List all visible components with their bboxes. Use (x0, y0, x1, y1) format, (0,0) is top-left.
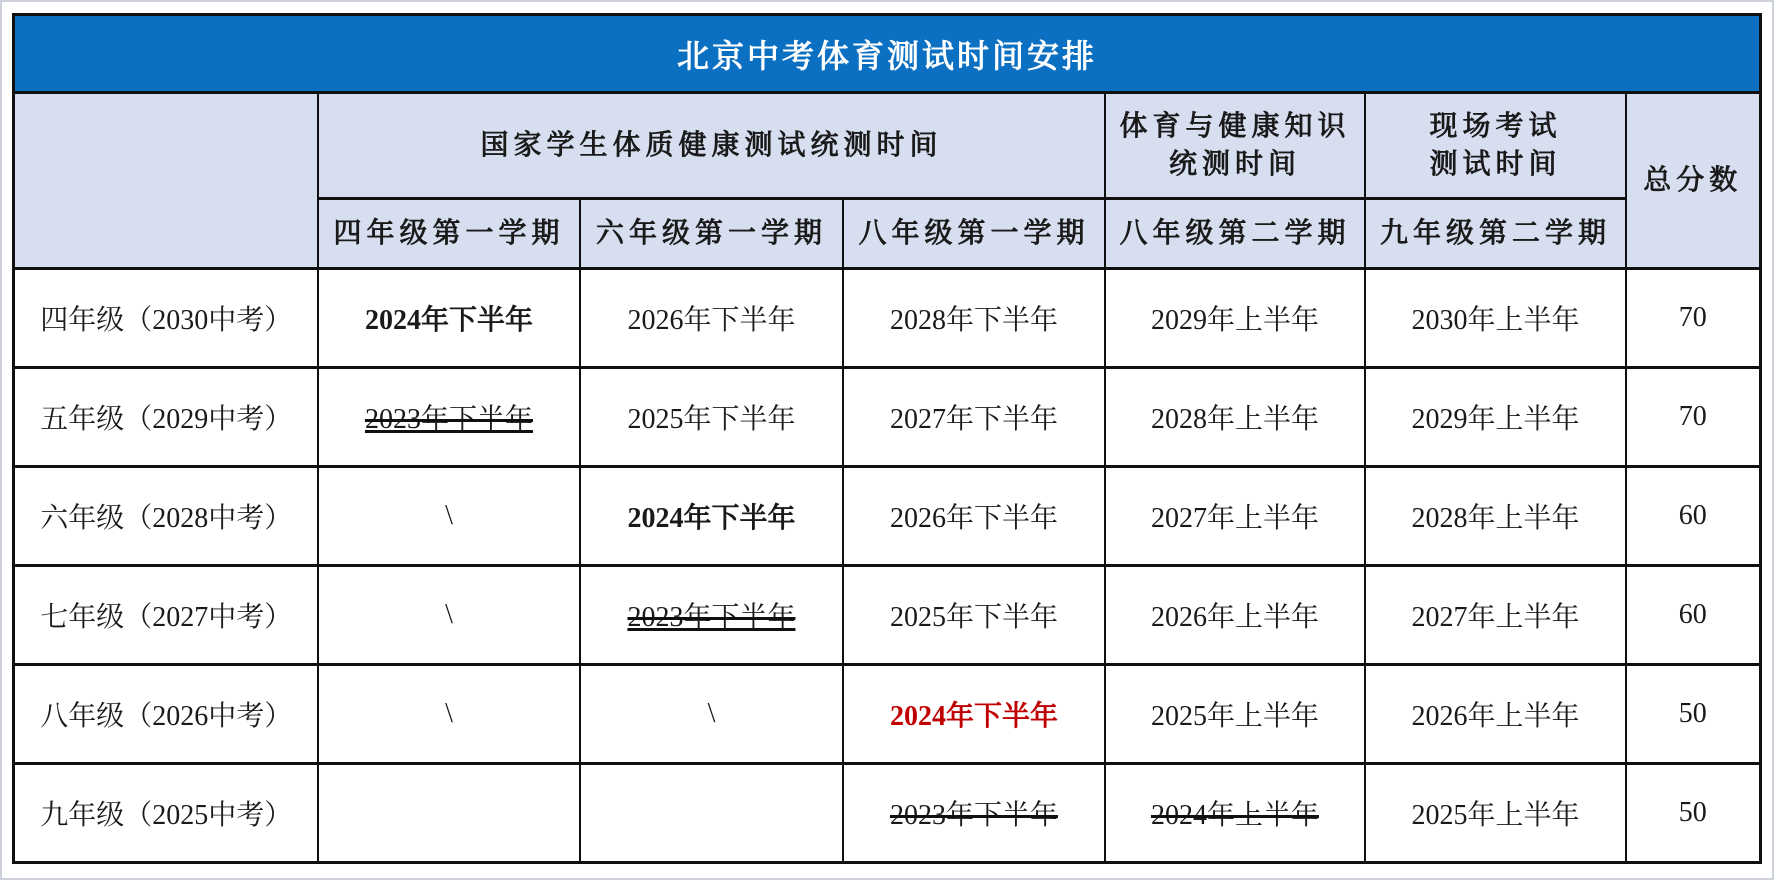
header-knowledge-test (1105, 93, 1365, 199)
grade-label-cell: 六年级（2028中考） (14, 467, 318, 566)
header-knowledge-test-line2: 统测时间 (1168, 148, 1301, 180)
date-cell-struck: 2023年下半年 (843, 764, 1105, 863)
date-cell: 2030年上半年 (1365, 269, 1626, 368)
date-cell: 2028年下半年 (843, 269, 1105, 368)
grade-label-cell: 五年级（2029中考） (14, 368, 318, 467)
date-cell: 2029年上半年 (1365, 368, 1626, 467)
score-cell: 50 (1626, 764, 1760, 863)
table-row (14, 566, 1760, 665)
score-cell: 70 (1626, 368, 1760, 467)
date-cell: 2026年下半年 (843, 467, 1105, 566)
empty-cell (580, 764, 843, 863)
date-cell-struck: 2023年下半年 (318, 368, 580, 467)
na-cell: \ (318, 665, 580, 764)
score-cell: 50 (1626, 665, 1760, 764)
subheader-grade8-term2: 八年级第二学期 (1105, 199, 1365, 269)
header-total-score: 总分数 (1626, 93, 1760, 269)
grade-label-cell: 八年级（2026中考） (14, 665, 318, 764)
date-cell: 2026年上半年 (1365, 665, 1626, 764)
header-onsite-exam-line2: 测试时间 (1429, 148, 1562, 180)
header-knowledge-test-line1: 体育与健康知识 (1119, 110, 1351, 142)
date-cell: 2027年上半年 (1105, 467, 1365, 566)
date-cell: 2027年下半年 (843, 368, 1105, 467)
header-corner-empty (14, 93, 318, 269)
grade-label-cell: 七年级（2027中考） (14, 566, 318, 665)
date-cell: 2028年上半年 (1365, 467, 1626, 566)
date-cell: 2024年下半年 (318, 269, 580, 368)
date-cell: 2029年上半年 (1105, 269, 1365, 368)
subheader-grade6-term1: 六年级第一学期 (580, 199, 843, 269)
date-cell: 2026年上半年 (1105, 566, 1365, 665)
table-row (14, 368, 1760, 467)
header-row-groups (14, 93, 1760, 199)
header-national-fitness-test: 国家学生体质健康测试统测时间 (318, 93, 1105, 199)
date-cell: 2025年上半年 (1365, 764, 1626, 863)
date-cell: 2027年上半年 (1365, 566, 1626, 665)
header-onsite-exam (1365, 93, 1626, 199)
table-row (14, 764, 1760, 863)
na-cell: \ (318, 566, 580, 665)
na-cell: \ (580, 665, 843, 764)
table-row (14, 269, 1760, 368)
date-cell-highlighted: 2024年下半年 (843, 665, 1105, 764)
date-cell: 2025年下半年 (843, 566, 1105, 665)
date-cell: 2024年下半年 (580, 467, 843, 566)
date-cell-struck: 2023年下半年 (580, 566, 843, 665)
grade-label-cell: 九年级（2025中考） (14, 764, 318, 863)
page-title: 北京中考体育测试时间安排 (14, 15, 1760, 93)
score-cell: 60 (1626, 566, 1760, 665)
subheader-grade8-term1: 八年级第一学期 (843, 199, 1105, 269)
header-onsite-exam-line1: 现场考试 (1429, 110, 1562, 142)
date-cell: 2028年上半年 (1105, 368, 1365, 467)
subheader-grade9-term2: 九年级第二学期 (1365, 199, 1626, 269)
na-cell: \ (318, 467, 580, 566)
date-cell: 2026年下半年 (580, 269, 843, 368)
table-row (14, 467, 1760, 566)
grade-label-cell: 四年级（2030中考） (14, 269, 318, 368)
date-cell: 2025年上半年 (1105, 665, 1365, 764)
date-cell: 2025年下半年 (580, 368, 843, 467)
title-row (14, 15, 1760, 93)
score-cell: 70 (1626, 269, 1760, 368)
table-row (14, 665, 1760, 764)
date-cell-struck: 2024年上半年 (1105, 764, 1365, 863)
empty-cell (318, 764, 580, 863)
subheader-grade4-term1: 四年级第一学期 (318, 199, 580, 269)
score-cell: 60 (1626, 467, 1760, 566)
schedule-table (12, 13, 1761, 864)
